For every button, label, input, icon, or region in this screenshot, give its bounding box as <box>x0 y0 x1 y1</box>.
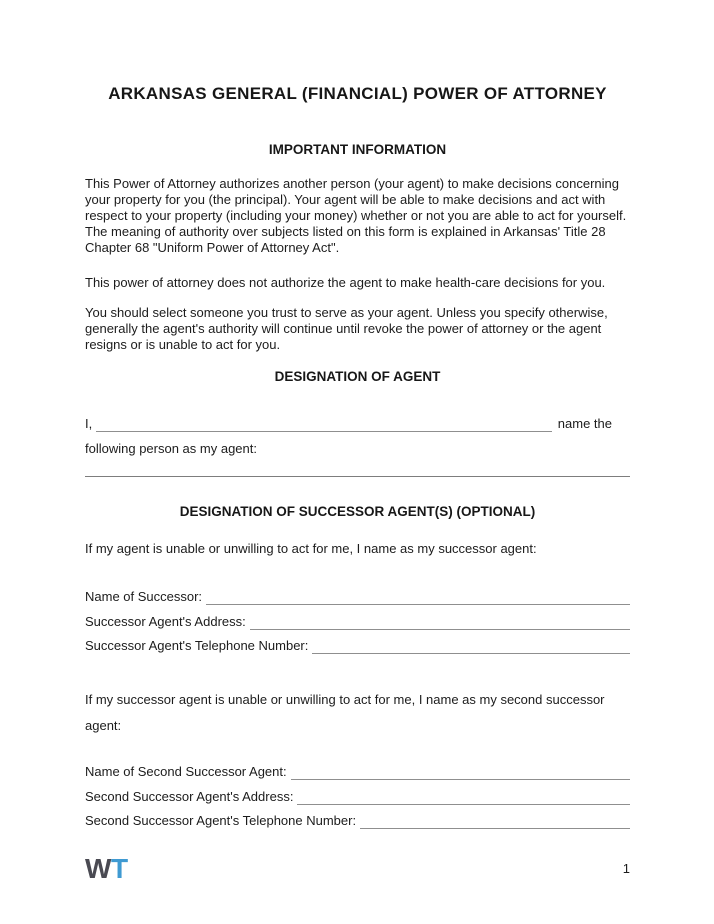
second-successor-phone-label: Second Successor Agent's Telephone Number: <box>85 813 357 828</box>
principal-name-field[interactable] <box>96 416 552 432</box>
successor-phone-label: Successor Agent's Telephone Number: <box>85 638 309 653</box>
agent-intro-line2: following person as my agent: <box>85 441 257 456</box>
paragraph-healthcare-exclusion: This power of attorney does not authorize the agent to make health-care decisions for you. <box>85 275 606 290</box>
field-row-second-successor-address <box>85 789 630 805</box>
logo-letter-w: W <box>85 853 111 884</box>
successor-field-group <box>85 589 630 654</box>
field-row-second-successor-name <box>85 764 630 780</box>
field-row-successor-phone <box>85 638 630 654</box>
paragraph-authorization: This Power of Attorney authorizes another person (your agent) to make decisions concerning your property for you (the principal). Your agent will be able to make decisions and act with respect to your property (including your money) whether or not you are able to act for yourself. The meaning of authority over subjects listed on this form is explained in Arkansas' Title 28 Chapter 68 "Uniform Power of Attorney Act". <box>85 176 627 255</box>
successor-name-label: Name of Successor: <box>85 589 203 604</box>
heading-designation-of-agent: DESIGNATION OF AGENT <box>274 369 441 384</box>
paragraph-agent-selection: You should select someone you trust to serve as your agent. Unless you specify otherwise, generally the agent's authority will continue until revoke the power of attorney or the agent resigns or is unable to act for you. <box>85 305 608 352</box>
logo-letter-t: T <box>110 853 128 884</box>
successor-name-field[interactable] <box>206 589 630 605</box>
wordtemplates-logo <box>85 854 128 884</box>
second-successor-name-field[interactable] <box>291 764 630 780</box>
principal-name-suffix: name the <box>557 416 612 431</box>
second-successor-field-group <box>85 764 630 829</box>
principal-name-prefix: I, <box>85 416 93 431</box>
second-successor-phone-field[interactable] <box>360 813 630 829</box>
second-successor-address-label: Second Successor Agent's Address: <box>85 788 294 804</box>
second-successor-name-label: Name of Second Successor Agent: <box>85 764 287 779</box>
successor-address-field[interactable] <box>250 614 630 630</box>
heading-designation-of-successor: DESIGNATION OF SUCCESSOR AGENT(S) (OPTIONAL) <box>179 504 536 519</box>
principal-name-row <box>85 416 630 432</box>
successor-address-label: Successor Agent's Address: <box>85 613 246 629</box>
successor-intro: If my agent is unable or unwilling to act for me, I name as my successor agent: <box>85 541 537 556</box>
second-successor-address-field[interactable] <box>297 789 630 805</box>
second-successor-intro: If my successor agent is unable or unwilling to act for me, I name as my second successor agent: <box>85 692 605 733</box>
field-row-successor-address <box>85 614 630 630</box>
heading-important-information: IMPORTANT INFORMATION <box>268 142 447 157</box>
document-title: ARKANSAS GENERAL (FINANCIAL) POWER OF ATTORNEY <box>108 84 607 103</box>
successor-phone-field[interactable] <box>312 638 630 654</box>
field-row-successor-name <box>85 589 630 605</box>
field-row-second-successor-phone <box>85 813 630 829</box>
agent-name-field[interactable] <box>85 476 630 477</box>
page-number: 1 <box>622 861 630 876</box>
